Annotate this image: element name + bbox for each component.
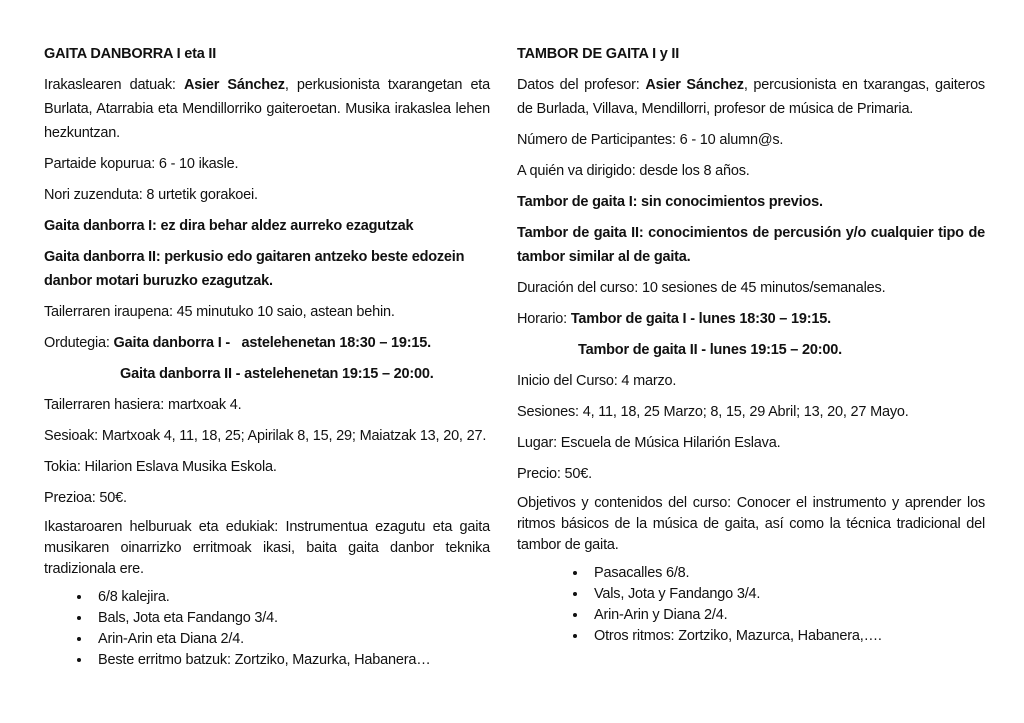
basque-level1-requirements: Gaita danborra I: ez dira behar aldez aurreko ezagutzak <box>44 218 414 234</box>
basque-rhythm-item: • Arin-Arin eta Diana 2/4. <box>92 629 490 650</box>
spanish-objectives: Objetivos y contenidos del curso: Conocer el instrumento y aprender los ritmos básicos de la música de gaita, así como la técnica tradicional del tambor de gaita. <box>517 495 985 553</box>
basque-teacher-info <box>44 73 490 145</box>
spanish-level2-requirements: Tambor de gaita II: conocimientos de percusión y/o cualquier tipo de tambor similar al de gaita. <box>517 225 985 265</box>
basque-schedule-level1-time: Gaita danborra I - astelehenetan 18:30 – 19:15. <box>113 335 431 351</box>
spanish-sessions: Sesiones: 4, 11, 18, 25 Marzo; 8, 15, 29 Abril; 13, 20, 27 Mayo. <box>517 404 909 420</box>
spanish-start-date: Inicio del Curso: 4 marzo. <box>517 373 677 389</box>
basque-heading: GAITA DANBORRA I eta II <box>44 46 217 62</box>
column-basque <box>44 42 490 713</box>
spanish-teacher-name: Asier Sánchez <box>645 77 744 93</box>
spanish-heading: TAMBOR DE GAITA I y II <box>517 46 680 62</box>
spanish-schedule-label: Horario: <box>517 311 571 327</box>
basque-target-audience: Nori zuzenduta: 8 urtetik gorakoei. <box>44 187 258 203</box>
spanish-level1-requirements: Tambor de gaita I: sin conocimientos previos. <box>517 194 823 210</box>
basque-teacher-label: Irakaslearen datuak: <box>44 77 184 93</box>
spanish-price: Precio: 50€. <box>517 466 592 482</box>
basque-sessions: Sesioak: Martxoak 4, 11, 18, 25; Apirilak 8, 15, 29; Maiatzak 13, 20, 27. <box>44 428 487 444</box>
basque-level2-requirements: Gaita danborra II: perkusio edo gaitaren antzeko beste edozein danbor motari buruzko ezagutzak. <box>44 249 465 289</box>
spanish-teacher-info <box>517 73 985 121</box>
column-spanish <box>517 42 985 713</box>
basque-price: Prezioa: 50€. <box>44 490 127 506</box>
spanish-teacher-label: Datos del profesor: <box>517 77 646 93</box>
spanish-rhythm-item: • Pasacalles 6/8. <box>588 563 985 584</box>
basque-duration: Tailerraren iraupena: 45 minutuko 10 saio, astean behin. <box>44 304 395 320</box>
spanish-schedule-level1-time: Tambor de gaita I - lunes 18:30 – 19:15. <box>570 311 831 327</box>
spanish-rhythm-list <box>517 563 985 647</box>
basque-rhythm-item: • Beste erritmo batzuk: Zortziko, Mazurka, Habanera… <box>92 650 490 671</box>
basque-rhythm-item: • Bals, Jota eta Fandango 3/4. <box>92 608 490 629</box>
spanish-participants: Número de Participantes: 6 - 10 alumn@s. <box>517 132 784 148</box>
basque-schedule-line2: Gaita danborra II - astelehenetan 19:15 – 20:00. <box>120 366 434 382</box>
spanish-teacher-rest: , percusionista en txarangas, gaiteros de Burlada, Villava, Mendillorri, profesor de música de Primaria. <box>517 77 985 117</box>
spanish-target-audience: A quién va dirigido: desde los 8 años. <box>517 163 750 179</box>
basque-schedule-label: Ordutegia: <box>44 335 114 351</box>
spanish-location: Lugar: Escuela de Música Hilarión Eslava. <box>517 435 781 451</box>
basque-start-date: Tailerraren hasiera: martxoak 4. <box>44 397 242 413</box>
spanish-schedule-line2: Tambor de gaita II - lunes 19:15 – 20:00. <box>578 342 842 358</box>
basque-rhythm-item: • 6/8 kalejira. <box>92 587 490 608</box>
spanish-duration: Duración del curso: 10 sesiones de 45 minutos/semanales. <box>517 280 886 296</box>
spanish-rhythm-item: • Otros ritmos: Zortziko, Mazurca, Habanera,…. <box>588 626 985 647</box>
spanish-schedule-line1 <box>517 307 985 331</box>
spanish-rhythm-item: • Arin-Arin y Diana 2/4. <box>588 605 985 626</box>
basque-rhythm-list <box>44 587 490 671</box>
basque-teacher-rest: , perkusionista txarangetan eta Burlata, Atarrabia eta Mendillorriko gaiteroetan. Musika irakaslea lehen hezkuntzan. <box>44 77 490 141</box>
basque-objectives: Ikastaroaren helburuak eta edukiak: Instrumentua ezagutu eta gaita musikaren oinarrizko erritmoak ikasi, baita gaita danbor teknika tradizionala ere. <box>44 519 490 577</box>
spanish-rhythm-item: • Vals, Jota y Fandango 3/4. <box>588 584 985 605</box>
basque-participants: Partaide kopurua: 6 - 10 ikasle. <box>44 156 239 172</box>
basque-location: Tokia: Hilarion Eslava Musika Eskola. <box>44 459 277 475</box>
basque-schedule-line1 <box>44 331 490 355</box>
basque-teacher-name: Asier Sánchez <box>183 77 285 93</box>
